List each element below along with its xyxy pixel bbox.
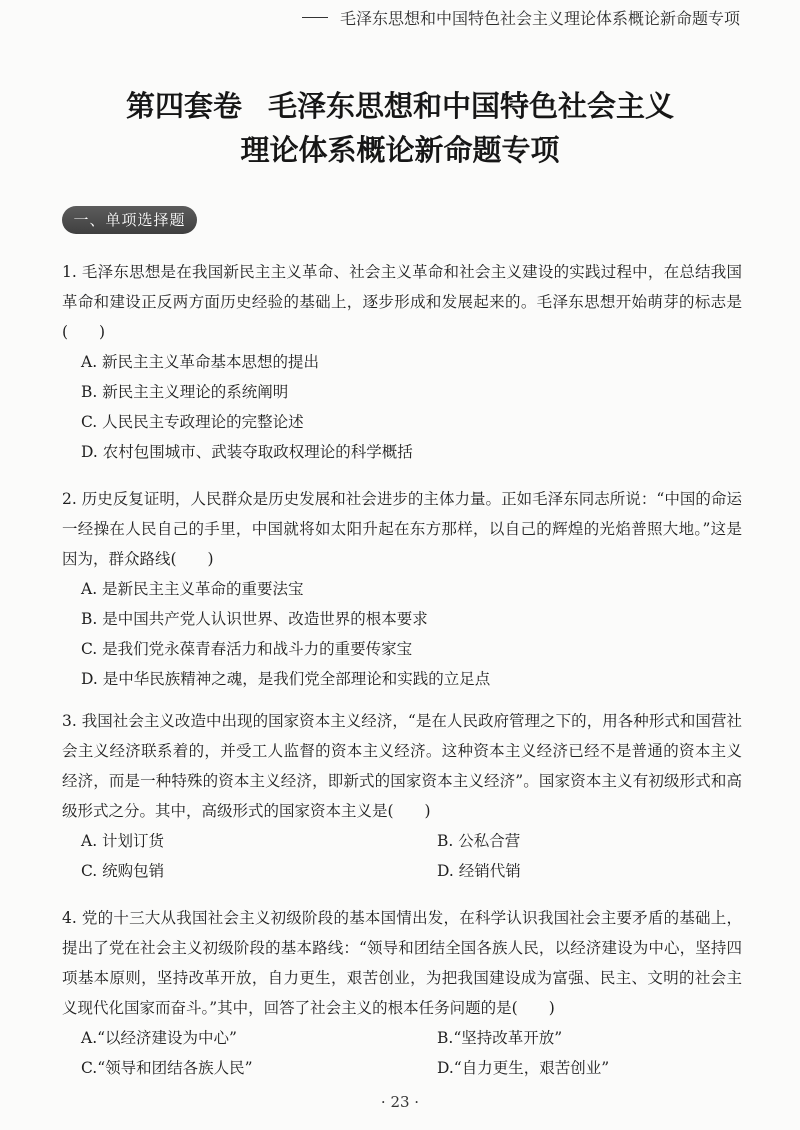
question-text: 4. 党的十三大从我国社会主义初级阶段的基本国情出发，在科学认识我国社会主要矛盾的基础上，提出了党在社会主义初级阶段的基本路线：“领导和团结全国各族人民，以经济建设为中心，坚持四项基本原则，坚持改革开放，自力更生，艰苦创业，为把我国建设成为富强、民主、文明的社会主义现代化国家而奋斗。”其中，回答了社会主义的根本任务问题的是( ) [62, 909, 742, 1017]
option-b: B. 新民主主义理论的系统阐明 [81, 383, 289, 401]
question-text: 1. 毛泽东思想是在我国新民主主义革命、社会主义革命和社会主义建设的实践过程中，在总结我国革命和建设正反两方面历史经验的基础上，逐步形成和发展起来的。毛泽东思想开始萌芽的标志是( ) [62, 263, 742, 341]
option-a: A. 计划订货 [81, 832, 165, 850]
running-header [300, 4, 740, 30]
title-set-label: 第四套卷 [125, 89, 242, 123]
options-grid [62, 826, 742, 886]
title-line-1 [0, 84, 800, 128]
question-1 [62, 257, 742, 467]
question-2 [62, 484, 742, 694]
question-text: 2. 历史反复证明，人民群众是历史发展和社会进步的主体力量。正如毛泽东同志所说：“中国的命运一经操在人民自己的手里，中国就将如太阳升起在东方那样，以自己的辉煌的光焰普照大地。”这是因为，群众路线( ) [62, 490, 742, 568]
question-4 [62, 903, 742, 1083]
option-b: B.“坚持改革开放” [437, 1029, 563, 1047]
option-b: B. 是中国共产党人认识世界、改造世界的根本要求 [81, 610, 428, 628]
option-a: A. 是新民主主义革命的重要法宝 [81, 580, 304, 598]
page-number: · 23 · [380, 1093, 420, 1111]
option-a: A.“以经济建设为中心” [81, 1029, 237, 1047]
page-title [0, 84, 800, 172]
option-c: C.“领导和团结各族人民” [81, 1059, 253, 1077]
question-3 [62, 706, 742, 886]
section-badge: 一、单项选择题 [62, 206, 197, 234]
option-d: D. 农村包围城市、武装夺取政权理论的科学概括 [81, 443, 413, 461]
header-rule [302, 17, 328, 18]
option-c: C. 是我们党永葆青春活力和战斗力的重要传家宝 [81, 640, 413, 658]
title-subject-part1: 毛泽东思想和中国特色社会主义 [268, 89, 675, 123]
option-c: C. 人民民主专政理论的完整论述 [81, 413, 304, 431]
title-line-2: 理论体系概论新命题专项 [240, 133, 560, 167]
option-d: D. 是中华民族精神之魂，是我们党全部理论和实践的立足点 [81, 670, 491, 688]
option-d: D.“自力更生，艰苦创业” [437, 1059, 610, 1077]
option-c: C. 统购包销 [81, 862, 165, 880]
running-header-title: 毛泽东思想和中国特色社会主义理论体系概论新命题专项 [339, 8, 740, 28]
option-a: A. 新民主主义革命基本思想的提出 [81, 353, 320, 371]
options-grid [62, 1023, 742, 1083]
question-text: 3. 我国社会主义改造中出现的国家资本主义经济，“是在人民政府管理之下的，用各种形式和国营社会主义经济联系着的，并受工人监督的资本主义经济。这种资本主义经济已经不是普通的资本主义经济，而是一种特殊的资本主义经济，即新式的国家资本主义经济”。国家资本主义有初级形式和高级形式之分。其中，高级形式的国家资本主义是( ) [62, 712, 742, 820]
option-b: B. 公私合营 [437, 832, 521, 850]
option-d: D. 经销代销 [437, 862, 521, 880]
